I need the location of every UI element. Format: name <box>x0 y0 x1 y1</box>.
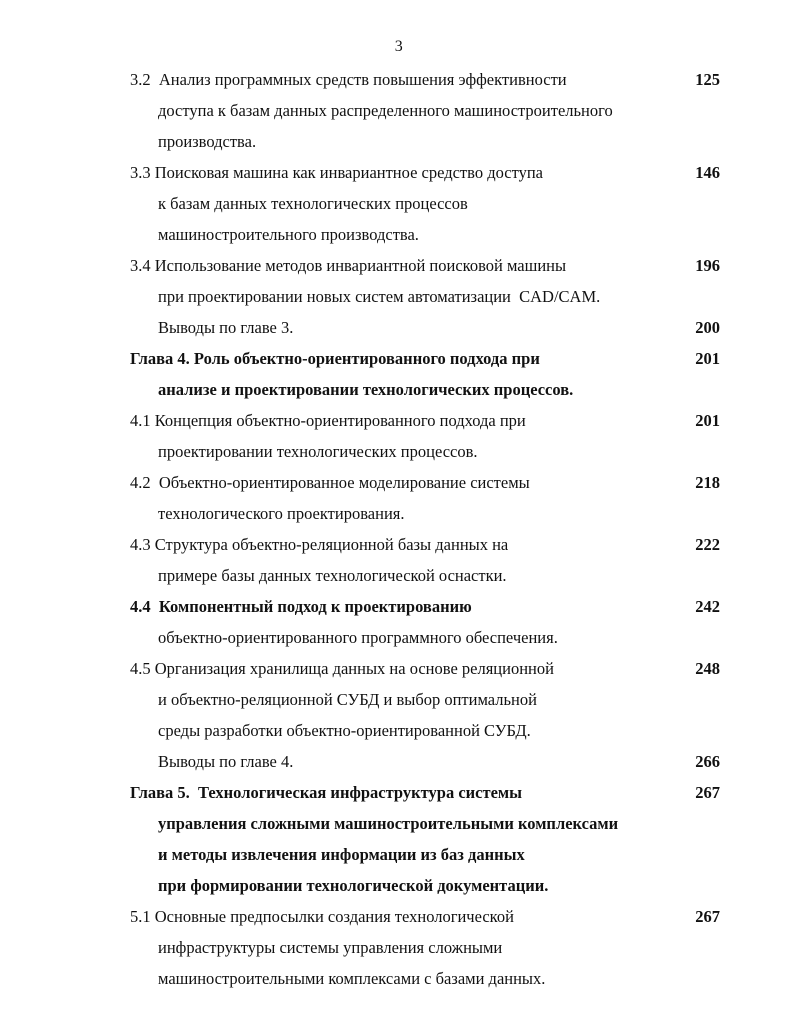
toc-entry-line: 4.3 Структура объектно-реляционной базы данных на <box>130 535 509 554</box>
toc-entry-line: 3.3 Поисковая машина как инвариантное средство доступа <box>130 163 543 182</box>
toc-entry[interactable] <box>130 529 720 591</box>
toc-entry-line: среды разработки объектно-ориентированной СУБД. <box>158 721 531 740</box>
toc-entry[interactable] <box>130 64 720 157</box>
toc-entry[interactable] <box>130 591 720 653</box>
toc-entry-line: примере базы данных технологической оснастки. <box>158 566 507 585</box>
toc-entry-line: управления сложными машиностроительными комплексами <box>158 814 619 833</box>
toc-entry-text <box>130 529 666 591</box>
toc-page-number: 242 <box>695 597 720 616</box>
toc-entry-line: Глава 5. Технологическая инфраструктура системы <box>130 783 523 802</box>
toc-entry-line: 4.4 Компонентный подход к проектированию <box>130 597 472 616</box>
toc-entry-line: объектно-ориентированного программного обеспечения. <box>158 628 558 647</box>
toc-entry-line: 5.1 Основные предпосылки создания технологической <box>130 907 514 926</box>
toc-page-number: 248 <box>695 659 720 678</box>
toc-entry[interactable] <box>130 777 720 901</box>
toc-page-number: 267 <box>695 907 720 926</box>
toc-entry-text <box>130 746 666 777</box>
toc-entry-line: 3.2 Анализ программных средств повышения эффективности <box>130 70 567 89</box>
toc-entry-line: и объектно-реляционной СУБД и выбор оптимальной <box>158 690 537 709</box>
toc-entry-text <box>130 467 666 529</box>
toc-page-number: 218 <box>695 473 720 492</box>
toc-entry[interactable] <box>130 157 720 250</box>
toc-entry-text <box>130 250 666 312</box>
toc-entry-line: Выводы по главе 3. <box>158 318 294 337</box>
toc-entry-line: при формировании технологической документации. <box>158 876 549 895</box>
toc-entry-line: 3.4 Использование методов инвариантной поисковой машины <box>130 256 567 275</box>
toc-entry-line: 4.1 Концепция объектно-ориентированного подхода при <box>130 411 526 430</box>
toc-entry[interactable] <box>130 653 720 746</box>
toc-page-number: 267 <box>695 783 720 802</box>
toc-entry-line: к базам данных технологических процессов <box>158 194 468 213</box>
toc-entry-text <box>130 653 666 746</box>
toc-entry-line: 4.5 Организация хранилища данных на основе реляционной <box>130 659 554 678</box>
toc-entry-line: технологического проектирования. <box>158 504 405 523</box>
toc-entry-line: Выводы по главе 4. <box>158 752 294 771</box>
toc-entry[interactable] <box>130 467 720 529</box>
toc-page-number: 201 <box>695 411 720 430</box>
toc-entry-line: инфраструктуры системы управления сложными <box>158 938 503 957</box>
toc-entry-line: машиностроительного производства. <box>158 225 419 244</box>
toc-entry-line: машиностроительными комплексами с базами данных. <box>158 969 546 988</box>
toc-entry-line: проектировании технологических процессов. <box>158 442 478 461</box>
toc-entry[interactable] <box>130 405 720 467</box>
toc-entry[interactable] <box>130 250 720 312</box>
toc-entry-text <box>130 312 666 343</box>
toc-page-number: 200 <box>695 318 720 337</box>
toc-entry-line: доступа к базам данных распределенного машиностроительного <box>158 101 613 120</box>
toc-page-number: 266 <box>695 752 720 771</box>
toc-entry[interactable] <box>130 312 720 343</box>
toc-entry-line: производства. <box>158 132 257 151</box>
toc-page-number: 146 <box>695 163 720 182</box>
toc-page-number: 222 <box>695 535 720 554</box>
toc-entry-text <box>130 157 666 250</box>
toc-entry-text <box>130 405 666 467</box>
toc-entry-line: Глава 4. Роль объектно-ориентированного подхода при <box>130 349 540 368</box>
toc-page-number: 125 <box>695 70 720 89</box>
toc-entry-line: анализе и проектировании технологических процессов. <box>158 380 574 399</box>
toc-entry[interactable] <box>130 901 720 994</box>
toc-entry-text <box>130 901 666 994</box>
toc-entry[interactable] <box>130 343 720 405</box>
toc-entry-line: и методы извлечения информации из баз данных <box>158 845 525 864</box>
toc-entry[interactable] <box>130 746 720 777</box>
toc-entry-text <box>130 777 666 901</box>
toc-page-number: 201 <box>695 349 720 368</box>
page-number: 3 <box>394 38 404 55</box>
toc-entry-text <box>130 343 666 405</box>
table-of-contents <box>130 64 720 994</box>
toc-page-number: 196 <box>695 256 720 275</box>
toc-entry-text <box>130 591 666 653</box>
toc-entry-line: 4.2 Объектно-ориентированное моделирование системы <box>130 473 530 492</box>
toc-entry-text <box>130 64 666 157</box>
toc-entry-line: при проектировании новых систем автоматизации CAD/CAM. <box>158 287 601 306</box>
